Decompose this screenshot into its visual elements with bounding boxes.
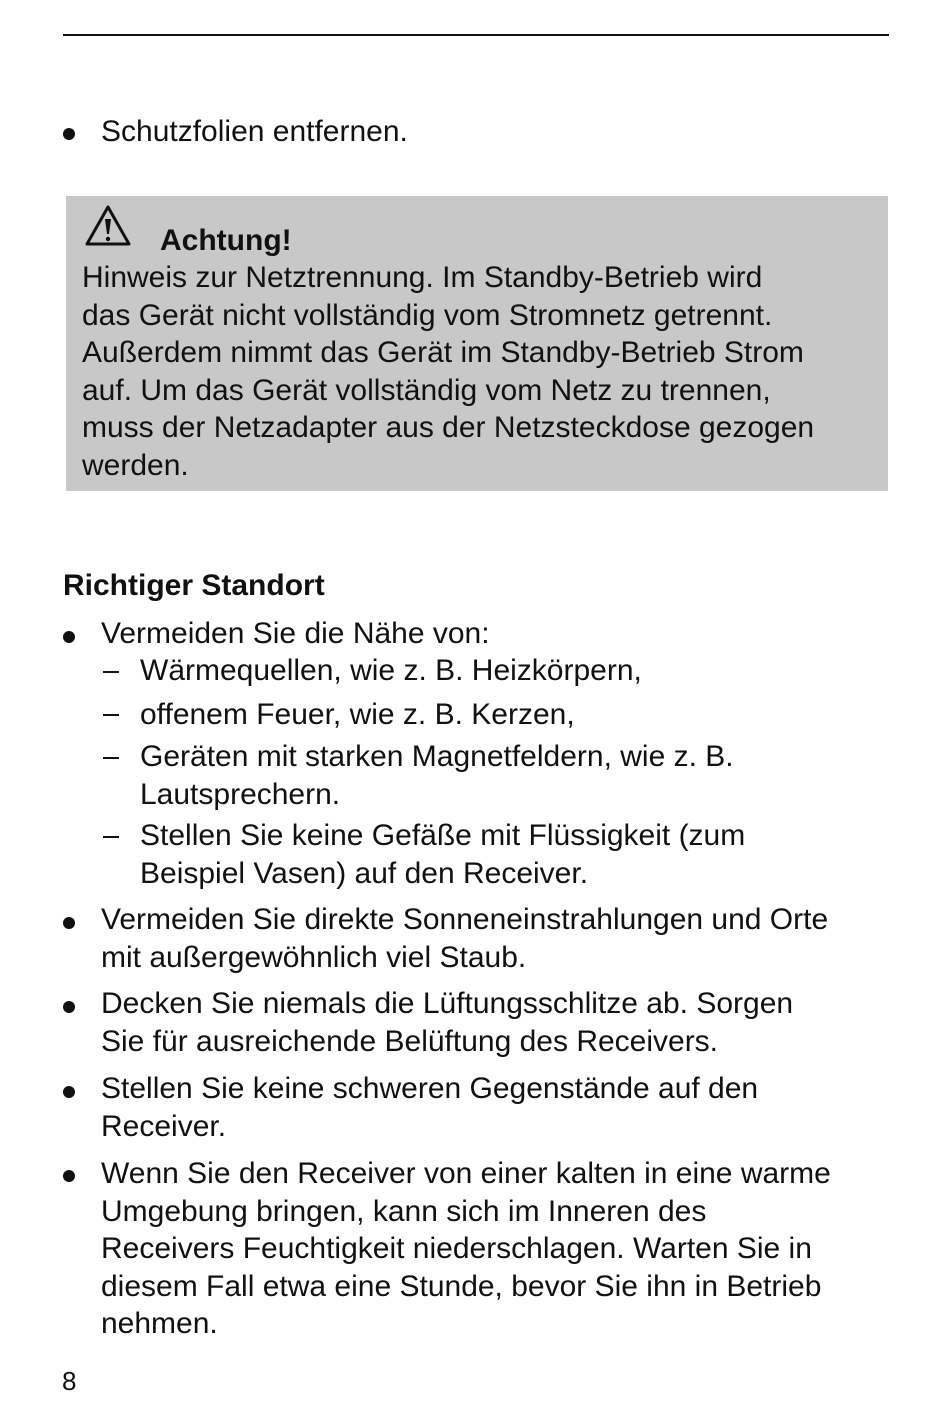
bullet-line: Wenn Sie den Receiver von einer kalten in eine warme <box>101 1157 831 1190</box>
bullet-heavy-objects <box>101 1070 891 1145</box>
bullet-sunlight-dust <box>101 901 891 976</box>
warning-triangle-icon <box>84 204 132 248</box>
subitem-line: Wärmequellen, wie z. B. Heizkörpern, <box>140 654 642 687</box>
bullet-line: Receiver. <box>101 1109 227 1143</box>
warning-line: auf. Um das Gerät vollständig vom Netz zu trennen, <box>82 373 771 407</box>
subitem-line: Lautsprechern. <box>140 777 341 811</box>
subitem-line: Beispiel Vasen) auf den Receiver. <box>140 856 589 890</box>
subitem-magnetic-fields <box>140 738 890 813</box>
bullet-remove-foils: Schutzfolien entfernen. <box>101 115 408 148</box>
warning-line: muss der Netzadapter aus der Netzsteckdose gezogen <box>82 411 815 444</box>
bullet-line: Sie für ausreichende Belüftung des Receivers. <box>101 1024 719 1058</box>
dash-marker <box>103 757 119 759</box>
top-rule <box>63 34 889 36</box>
subitem-open-fire <box>140 696 890 734</box>
bullet-dot <box>63 1086 75 1098</box>
page-number: 8 <box>62 1366 77 1396</box>
bullet-avoid-proximity: Vermeiden Sie die Nähe von: <box>101 617 490 650</box>
warning-line: werden. <box>82 448 189 482</box>
subitem-line: offenem Feuer, wie z. B. Kerzen, <box>140 698 575 731</box>
dash-marker <box>103 714 119 716</box>
subitem-line: Stellen Sie keine Gefäße mit Flüssigkeit (zum <box>140 819 746 852</box>
warning-line: das Gerät nicht vollständig vom Stromnetz getrennt. <box>82 298 773 332</box>
bullet-dot <box>63 128 75 140</box>
bullet-dot <box>63 917 75 929</box>
subitem-liquids <box>140 817 890 892</box>
bullet-line: diesem Fall etwa eine Stunde, bevor Sie ihn in Betrieb <box>101 1269 822 1303</box>
bullet-line: Stellen Sie keine schweren Gegenstände auf den <box>101 1072 759 1105</box>
bullet-dot <box>63 1001 75 1013</box>
warning-line: Hinweis zur Netztrennung. Im Standby-Betrieb wird <box>82 261 763 294</box>
warning-line: Außerdem nimmt das Gerät im Standby-Betrieb Strom <box>82 336 804 369</box>
subitem-line: Geräten mit starken Magnetfeldern, wie z. B. <box>140 740 734 773</box>
dash-marker <box>103 836 119 838</box>
bullet-line: Umgebung bringen, kann sich im Inneren des <box>101 1194 707 1228</box>
dash-marker <box>103 671 119 673</box>
bullet-line: Vermeiden Sie direkte Sonneneinstrahlungen und Orte <box>101 903 829 936</box>
bullet-line: nehmen. <box>101 1307 218 1340</box>
bullet-dot <box>63 1170 75 1182</box>
subitem-heat-sources <box>140 652 890 690</box>
section-heading: Richtiger Standort <box>63 569 325 602</box>
bullet-line: Receivers Feuchtigkeit niederschlagen. Warten Sie in <box>101 1232 812 1265</box>
bullet-line: mit außergewöhnlich viel Staub. <box>101 940 527 974</box>
warning-title: Achtung! <box>160 224 292 257</box>
warning-text <box>82 259 882 484</box>
bullet-dot <box>63 631 75 643</box>
bullet-line: Decken Sie niemals die Lüftungsschlitze ab. Sorgen <box>101 987 794 1020</box>
bullet-ventilation <box>101 985 891 1060</box>
bullet-condensation <box>101 1155 891 1343</box>
